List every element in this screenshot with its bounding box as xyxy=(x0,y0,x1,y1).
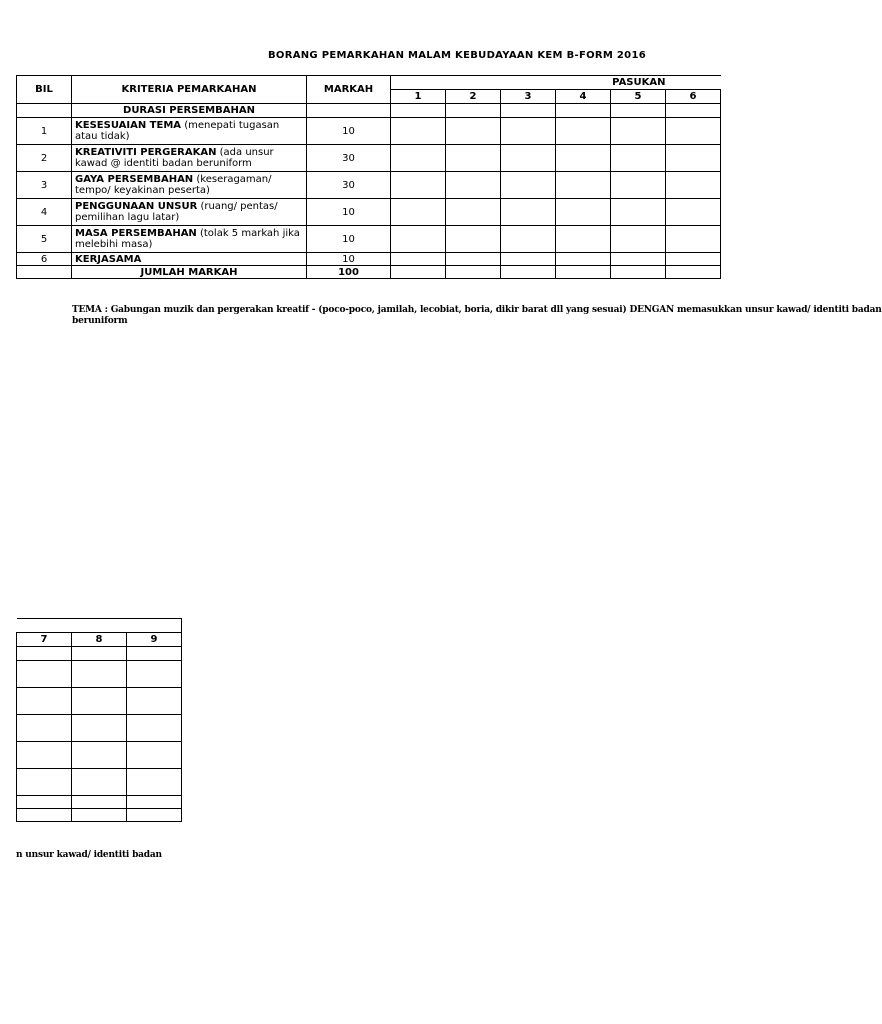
criteria-desc: (ruang/ pentas/ pemilihan lagu latar) xyxy=(75,201,278,223)
criteria-text xyxy=(72,253,307,266)
score-cell[interactable] xyxy=(72,647,127,661)
criteria-name: KREATIVITI PERGERAKAN xyxy=(75,147,217,158)
score-cell[interactable] xyxy=(556,172,611,199)
team-number: 4 xyxy=(556,90,611,104)
continuation-row xyxy=(17,688,182,715)
score-cell[interactable] xyxy=(446,172,501,199)
score-cell[interactable] xyxy=(391,172,446,199)
continuation-row xyxy=(17,769,182,796)
criteria-text xyxy=(72,199,307,226)
score-cell[interactable] xyxy=(611,199,666,226)
score-cell[interactable] xyxy=(446,145,501,172)
criteria-markah: 10 xyxy=(307,199,391,226)
criteria-name: KESESUAIAN TEMA xyxy=(75,120,182,131)
score-cell[interactable] xyxy=(556,199,611,226)
criteria-desc: (menepati tugasan atau tidak) xyxy=(75,120,280,142)
score-cell[interactable] xyxy=(127,809,182,822)
score-cell[interactable] xyxy=(611,266,666,279)
criteria-row xyxy=(17,118,721,145)
tema-note xyxy=(72,305,882,327)
score-cell[interactable] xyxy=(666,118,721,145)
score-cell[interactable] xyxy=(446,226,501,253)
score-cell[interactable] xyxy=(72,715,127,742)
continuation-row xyxy=(17,661,182,688)
score-cell[interactable] xyxy=(127,742,182,769)
score-cell[interactable] xyxy=(556,145,611,172)
score-cell[interactable] xyxy=(391,118,446,145)
score-cell[interactable] xyxy=(501,172,556,199)
criteria-desc: (keseragaman/ tempo/ keyakinan peserta) xyxy=(75,174,272,196)
score-cell[interactable] xyxy=(501,145,556,172)
criteria-bil: 1 xyxy=(17,118,72,145)
continuation-row xyxy=(17,715,182,742)
criteria-text xyxy=(72,118,307,145)
criteria-bil: 3 xyxy=(17,172,72,199)
score-cell[interactable] xyxy=(666,145,721,172)
score-cell[interactable] xyxy=(391,226,446,253)
criteria-row xyxy=(17,145,721,172)
team-number: 2 xyxy=(446,90,501,104)
score-cell[interactable] xyxy=(72,796,127,809)
continuation-table xyxy=(16,618,182,822)
score-cell[interactable] xyxy=(666,253,721,266)
criteria-name: GAYA PERSEMBAHAN xyxy=(75,174,194,185)
score-cell[interactable] xyxy=(127,769,182,796)
team-number: 3 xyxy=(501,90,556,104)
score-cell[interactable] xyxy=(556,226,611,253)
score-cell[interactable] xyxy=(666,226,721,253)
score-cell[interactable] xyxy=(446,199,501,226)
score-cell[interactable] xyxy=(17,688,72,715)
team-number: 7 xyxy=(17,633,72,647)
score-cell[interactable] xyxy=(501,226,556,253)
header-markah: MARKAH xyxy=(307,76,391,104)
continuation-row xyxy=(17,647,182,661)
score-cell[interactable] xyxy=(501,253,556,266)
team-number: 6 xyxy=(666,90,721,104)
total-markah: 100 xyxy=(307,266,391,279)
scoring-table xyxy=(16,75,721,279)
criteria-bil: 5 xyxy=(17,226,72,253)
score-cell[interactable] xyxy=(17,661,72,688)
criteria-bil: 2 xyxy=(17,145,72,172)
score-cell[interactable] xyxy=(501,199,556,226)
criteria-row xyxy=(17,199,721,226)
score-cell[interactable] xyxy=(391,253,446,266)
score-cell[interactable] xyxy=(446,266,501,279)
score-cell[interactable] xyxy=(17,715,72,742)
criteria-markah: 30 xyxy=(307,145,391,172)
team-number: 5 xyxy=(611,90,666,104)
criteria-desc: (ada unsur kawad @ identiti badan beruniform xyxy=(75,147,274,169)
score-cell[interactable] xyxy=(556,266,611,279)
score-cell[interactable] xyxy=(611,226,666,253)
score-cell[interactable] xyxy=(446,253,501,266)
header-pasukan: PASUKAN xyxy=(391,76,721,90)
tema-line-2: beruniform xyxy=(72,316,128,326)
criteria-markah: 10 xyxy=(307,226,391,253)
score-cell[interactable] xyxy=(72,661,127,688)
score-cell[interactable] xyxy=(391,199,446,226)
total-label: JUMLAH MARKAH xyxy=(72,266,307,279)
score-cell[interactable] xyxy=(127,715,182,742)
score-cell[interactable] xyxy=(611,118,666,145)
score-cell[interactable] xyxy=(501,118,556,145)
criteria-row xyxy=(17,226,721,253)
score-cell[interactable] xyxy=(72,688,127,715)
score-cell[interactable] xyxy=(501,266,556,279)
score-cell[interactable] xyxy=(17,796,72,809)
score-cell[interactable] xyxy=(666,172,721,199)
continuation-row xyxy=(17,809,182,822)
team-number: 8 xyxy=(72,633,127,647)
criteria-bil: 6 xyxy=(17,253,72,266)
criteria-name: KERJASAMA xyxy=(75,253,142,265)
team-number: 1 xyxy=(391,90,446,104)
score-cell[interactable] xyxy=(556,118,611,145)
score-cell[interactable] xyxy=(556,253,611,266)
score-cell[interactable] xyxy=(17,809,72,822)
criteria-text xyxy=(72,145,307,172)
score-cell[interactable] xyxy=(611,253,666,266)
score-cell[interactable] xyxy=(611,172,666,199)
score-cell[interactable] xyxy=(17,647,72,661)
criteria-text xyxy=(72,226,307,253)
score-cell[interactable] xyxy=(72,742,127,769)
score-cell[interactable] xyxy=(666,199,721,226)
score-cell[interactable] xyxy=(446,118,501,145)
criteria-row xyxy=(17,172,721,199)
criteria-bil: 4 xyxy=(17,199,72,226)
section-label: DURASI PERSEMBAHAN xyxy=(72,104,307,118)
score-cell[interactable] xyxy=(72,769,127,796)
score-cell[interactable] xyxy=(72,809,127,822)
criteria-desc: (tolak 5 markah jika melebihi masa) xyxy=(75,228,300,250)
header-bil: BIL xyxy=(17,76,72,104)
continuation-row xyxy=(17,796,182,809)
score-cell[interactable] xyxy=(391,266,446,279)
score-cell[interactable] xyxy=(127,796,182,809)
tema-line-1: TEMA : Gabungan muzik dan pergerakan kreatif - (poco-poco, jamilah, lecobiat, boria, dikir barat dll yang sesuai) DENGAN memasukkan unsur kawad/ identiti badan xyxy=(72,305,882,315)
header-kriteria: KRITERIA PEMARKAHAN xyxy=(72,76,307,104)
score-cell[interactable] xyxy=(666,266,721,279)
form-title: BORANG PEMARKAHAN MALAM KEBUDAYAAN KEM B-FORM 2016 xyxy=(268,50,646,61)
score-cell[interactable] xyxy=(17,769,72,796)
score-cell[interactable] xyxy=(391,145,446,172)
continuation-row xyxy=(17,742,182,769)
criteria-text xyxy=(72,172,307,199)
criteria-name: PENGGUNAAN UNSUR xyxy=(75,201,198,212)
tema-continuation: n unsur kawad/ identiti badan xyxy=(16,850,162,860)
score-cell[interactable] xyxy=(127,661,182,688)
score-cell[interactable] xyxy=(611,145,666,172)
score-cell[interactable] xyxy=(127,647,182,661)
criteria-markah: 10 xyxy=(307,118,391,145)
score-cell[interactable] xyxy=(127,688,182,715)
criteria-row xyxy=(17,253,721,266)
criteria-name: MASA PERSEMBAHAN xyxy=(75,228,197,239)
criteria-markah: 10 xyxy=(307,253,391,266)
score-cell[interactable] xyxy=(17,742,72,769)
team-number: 9 xyxy=(127,633,182,647)
criteria-markah: 30 xyxy=(307,172,391,199)
